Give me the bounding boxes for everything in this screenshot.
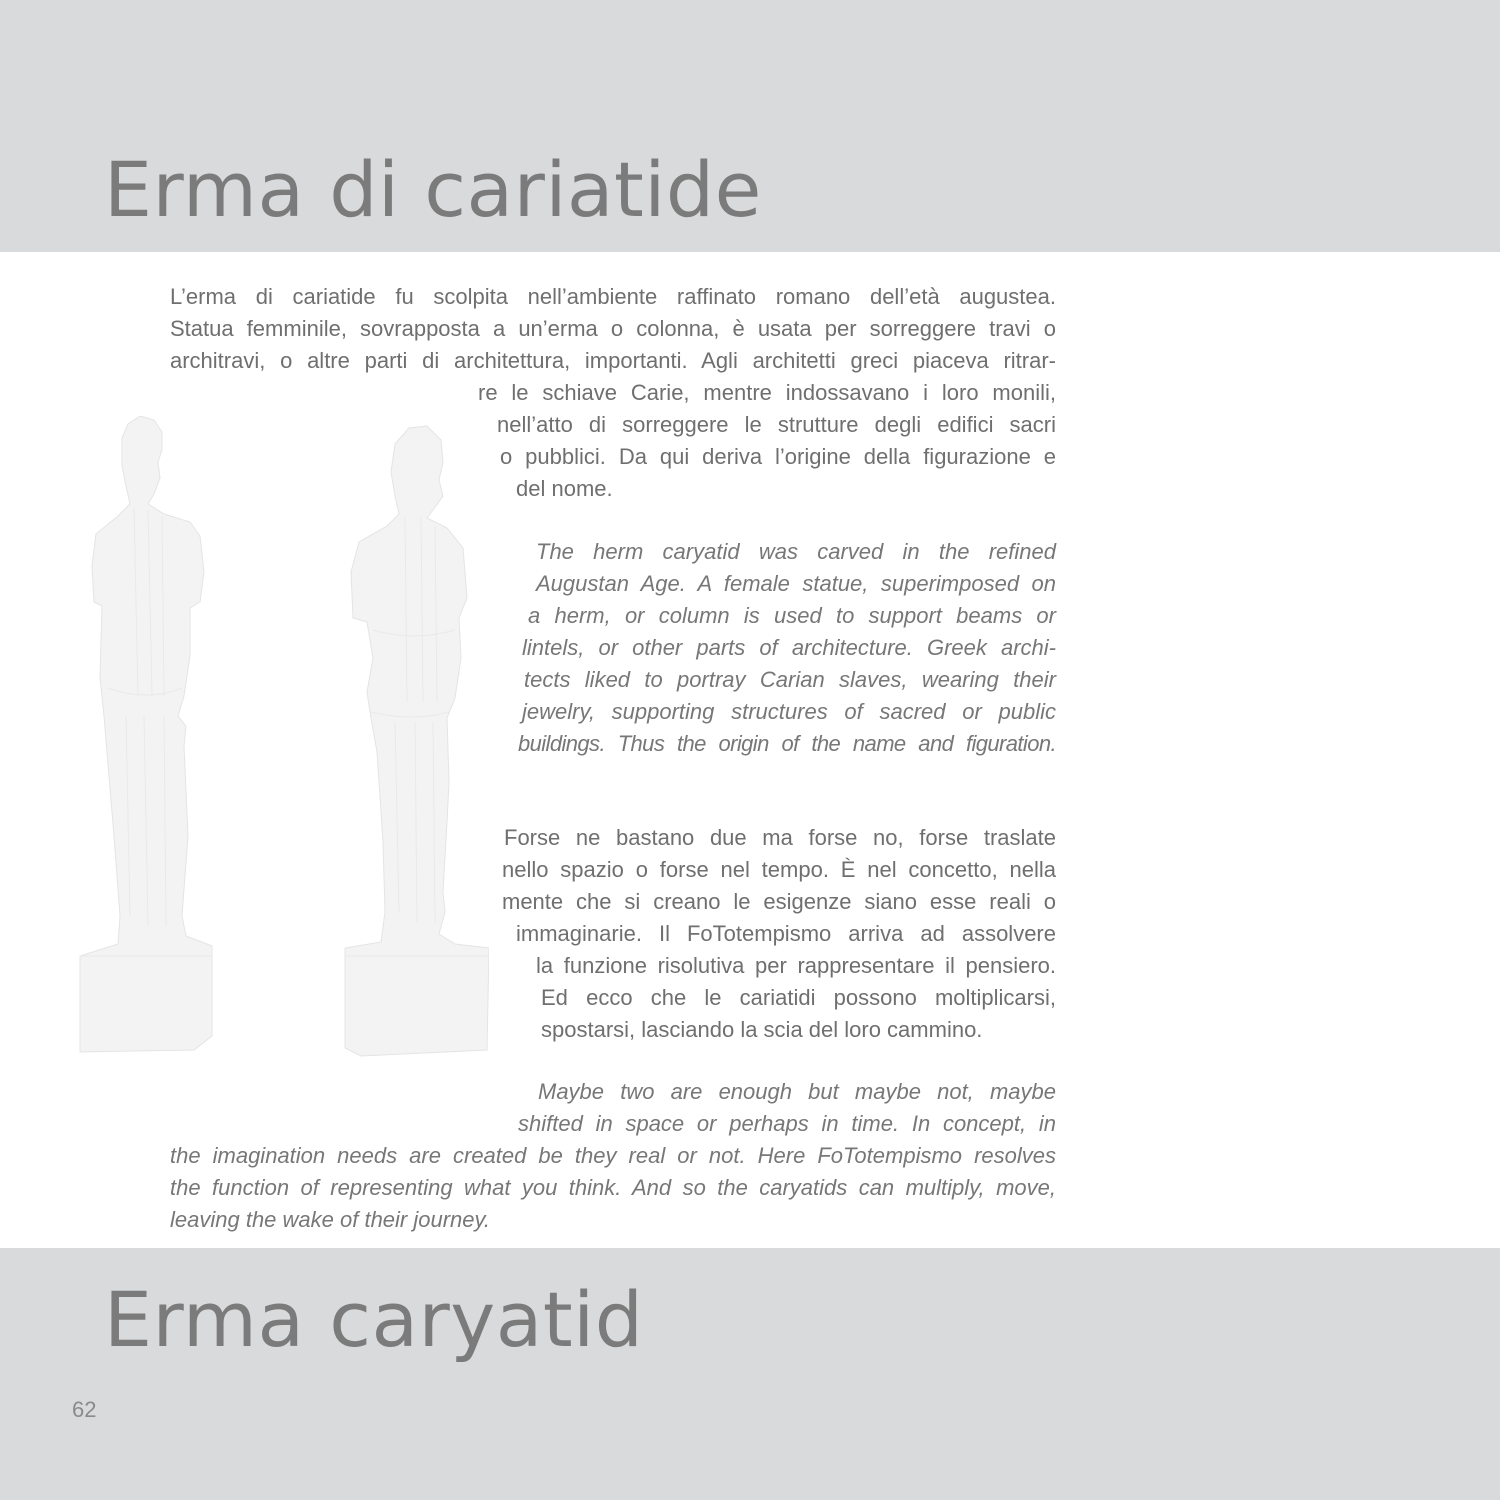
text-line: re le schiave Carie, mentre indossavano i loro monili, (478, 380, 1056, 405)
text-line: shifted in space or perhaps in time. In concept, in (518, 1111, 1056, 1136)
text-line: nell’atto di sorreggere le strutture degli edifici sacri (497, 412, 1056, 437)
text-line: nello spazio o forse nel tempo. È nel concetto, nella (502, 857, 1056, 882)
text-line: Statua femminile, sovrapposta a un’erma o colonna, è usata per sorreggere travi o (170, 316, 1056, 341)
text-line: o pubblici. Da qui deriva l’origine della figurazione e (500, 444, 1056, 469)
page-number: 62 (72, 1397, 97, 1422)
text-line: immaginarie. Il FoTotempismo arriva ad assolvere (516, 921, 1056, 946)
text-line: lintels, or other parts of architecture. Greek archi- (522, 635, 1056, 660)
text-line: Augustan Age. A female statue, superimposed on (536, 571, 1056, 596)
text-line: del nome. (516, 476, 613, 501)
text-line: Forse ne bastano due ma forse no, forse traslate (504, 825, 1056, 850)
text-line: The herm caryatid was carved in the refined (536, 539, 1056, 564)
text-line: spostarsi, lasciando la scia del loro cammino. (541, 1017, 983, 1042)
text-line: the imagination needs are created be they real or not. Here FoTotempismo resolves (170, 1143, 1056, 1168)
page-title: Erma di cariatide (104, 145, 762, 234)
text-line: a herm, or column is used to support beams or (528, 603, 1056, 628)
text-line: the function of representing what you think. And so the caryatids can multiply, move, (170, 1175, 1056, 1200)
caryatid-statue-right (343, 422, 489, 1058)
text-line: Maybe two are enough but maybe not, maybe (538, 1079, 1056, 1104)
text-line: architravi, o altre parti di architettura, importanti. Agli architetti greci piaceva ritrar- (170, 348, 1056, 373)
text-line: mente che si creano le esigenze siano esse reali o (502, 889, 1056, 914)
caryatid-statue-left (78, 416, 216, 1056)
text-line: tects liked to portray Carian slaves, wearing their (524, 667, 1056, 692)
text-line: Ed ecco che le cariatidi possono moltiplicarsi, (541, 985, 1056, 1010)
footer-title: Erma caryatid (104, 1275, 644, 1364)
text-line: la funzione risolutiva per rappresentare il pensiero. (536, 953, 1056, 978)
text-line: jewelry, supporting structures of sacred or public (522, 699, 1056, 724)
text-line: L’erma di cariatide fu scolpita nell’ambiente raffinato romano dell’età augustea. (170, 284, 1056, 309)
text-line: leaving the wake of their journey. (170, 1207, 490, 1232)
text-line: buildings. Thus the origin of the name and figuration. (518, 731, 1056, 756)
